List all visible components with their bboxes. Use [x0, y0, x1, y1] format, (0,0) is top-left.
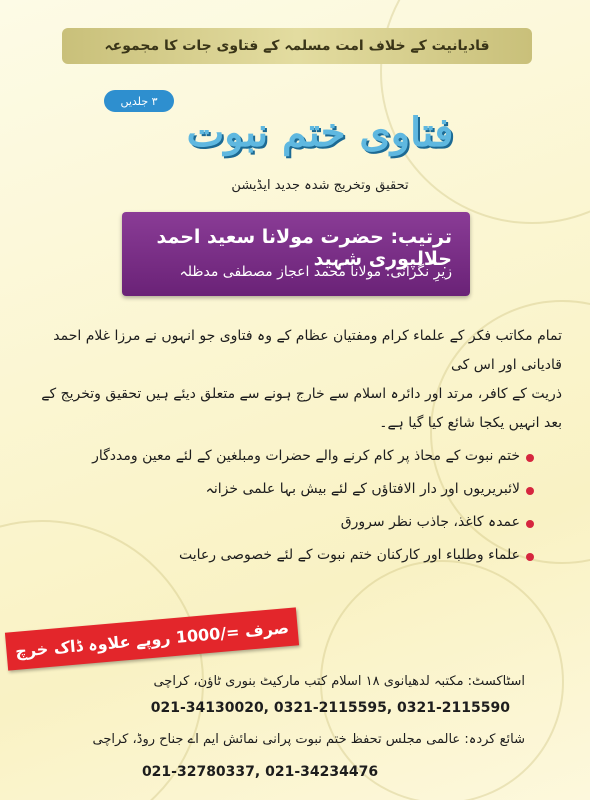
description-line: بعد انہیں یکجا شائع کیا گیا ہے۔	[379, 415, 562, 431]
volumes-badge: ۳ جلدیں	[104, 90, 174, 112]
stockist-text: اسٹاکسٹ: مکتبہ لدھیانوی ۱۸ اسلام کتب مارکیٹ بنوری ٹاؤن، کراچی	[153, 674, 525, 689]
feature-text: عمدہ کاغذ، جاذب نظر سرورق	[340, 514, 520, 530]
book-title: فتاوی ختم نبوت	[186, 108, 454, 156]
description-line: تمام مکاتب فکر کے علماء کرام ومفتیان عظام کے وہ فتاوی جو انہوں نے مرزا غلام احمد قادیانی اور اس کی	[53, 328, 562, 373]
compiler-box	[122, 212, 470, 296]
compiler-line: ترتیب: حضرت مولانا سعید احمد جلالپوری شہید	[156, 226, 452, 270]
bullet-dot-icon	[526, 553, 534, 561]
publisher-text: شائع کردہ: عالمی مجلس تحفظ ختم نبوت پرانی نمائش ایم اے جناح روڈ، کراچی	[92, 732, 525, 747]
description	[32, 322, 562, 438]
description-line: ذریت کے کافر، مرتد اور دائرہ اسلام سے خارج ہونے سے متعلق دیئے ہیں تحقیق وتخریج کے	[41, 386, 562, 402]
supervision-line: زیرِ نگرانی: مولانا محمد اعجاز مصطفی مدظلہ	[179, 264, 452, 280]
bullet-dot-icon	[526, 520, 534, 528]
edition-text: تحقیق وتخریج شدہ جدید ایڈیشن	[231, 178, 409, 193]
feature-text: ختم نبوت کے محاذ پر کام کرنے والے حضرات ومبلغین کے لئے معین ومددگار	[92, 448, 520, 464]
bullet-dot-icon	[526, 454, 534, 462]
price-band: صرف =/1000 روپے علاوہ ڈاک خرچ	[5, 607, 299, 670]
feature-item	[40, 514, 520, 542]
feature-item	[40, 448, 520, 476]
publisher-phones: 021-32780337, 021-34234476	[141, 764, 379, 780]
top-banner: قادیانیت کے خلاف امت مسلمہ کے فتاوی جات کا مجموعہ	[62, 28, 532, 64]
feature-item	[40, 481, 520, 509]
bullet-dot-icon	[526, 487, 534, 495]
feature-list	[40, 448, 520, 580]
stockist-phones: 021-34130020, 0321-2115595, 0321-2115590	[150, 700, 510, 716]
feature-item	[40, 547, 520, 575]
feature-text: لائبریریوں اور دار الافتاؤں کے لئے بیش بہا علمی خزانہ	[205, 481, 520, 497]
feature-text: علماء وطلباء اور کارکنان ختم نبوت کے لئے خصوصی رعایت	[178, 547, 520, 563]
